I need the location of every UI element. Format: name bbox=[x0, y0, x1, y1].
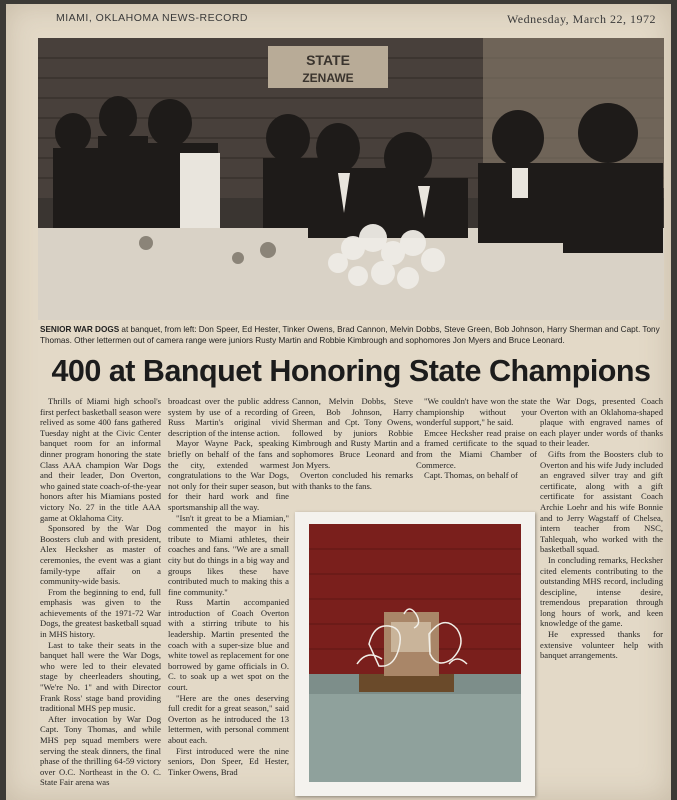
article-column-1 bbox=[40, 396, 161, 796]
article-column-4 bbox=[416, 396, 537, 506]
banquet-photo-image bbox=[38, 38, 664, 320]
paragraph: Overton concluded his remarks with thanks to the fans. bbox=[292, 470, 413, 491]
paragraph: He expressed thanks for extensive volunteer help with banquet arrangements. bbox=[540, 629, 663, 661]
paragraph: Emcee Hecksher read praise on a framed certificate to the squad from the Miami Chamber of Commerce. bbox=[416, 427, 537, 470]
paragraph: After invocation by War Dog Capt. Tony Thomas, and while MHS pep squad members were serving the steak dinners, the final phase of the thrilling 64-59 victory over O.C. Northeast in the O. C. State Fair arena was bbox=[40, 713, 161, 788]
paragraph: In concluding remarks, Hecksher cited elements contributing to the outstanding MHS record, including descipline, intense desire, tremendous preparation through long hours of work, and keen knowledge of the game. bbox=[540, 554, 663, 629]
publication-date: Wednesday, March 22, 1972 bbox=[506, 12, 656, 26]
newspaper-clipping bbox=[6, 4, 671, 800]
banquet-photo bbox=[38, 38, 664, 320]
paragraph: Gifts from the Boosters club to Overton and his wife Judy included an engraved silver tray and gift certificate, along with a gift certificate for assistant Coach Archie Loehr and his wife Bonnie and to Jerry Wagstaff of Chelsea, intern teacher from NSC, Tahlequah, who worked with the basketball squad. bbox=[540, 448, 663, 555]
trophy-snapshot-photo bbox=[295, 512, 535, 796]
paragraph: Capt. Thomas, on behalf of bbox=[424, 470, 518, 481]
paragraph: From the beginning to end, full emphasis was given to the achievements of the 1971-72 War Dogs, the greatest basketball squad in MHS history. bbox=[40, 586, 161, 640]
paragraph: Cannon, Melvin Dobbs, Steve Green, Bob Johnson, Harry Sherman and Cpt. Tony Owens, followed by juniors Robbie Kimbrough and Rusty Martin and sophomores Bruce Leonard and Jon Myers. bbox=[292, 396, 413, 470]
banner-text: STATE bbox=[306, 52, 350, 68]
article-column-5 bbox=[540, 396, 663, 726]
trophy-snapshot-image bbox=[309, 524, 521, 782]
paragraph: Sponsored by the War Dog Boosters club and with president, Alex Hecksher as master of ceremonies, the event was a giant family-type affair on a community-wide basis. bbox=[40, 523, 161, 587]
paragraph: the War Dogs, presented Coach Overton with an Oklahoma-shaped plaque with engraved names of each player under words of thanks to their leader. bbox=[540, 396, 663, 449]
photo-caption bbox=[40, 324, 662, 354]
paragraph: Mayor Wayne Pack, speaking briefly on behalf of the fans and the city, extended warmest congratulations to the War Dogs, not only for their super season, but for their hard work and fine sportsmanship all the way. bbox=[168, 438, 289, 512]
paragraph: Russ Martin accompanied introduction of Coach Overton with a stirring tribute to his leadership. Martin presented the coach with a super-size blue and white towel as replacement for one borrowed by game officials in O. C. to soak up a wet spot on the court. bbox=[168, 597, 289, 693]
article-column-2 bbox=[168, 396, 289, 796]
dateline bbox=[56, 12, 656, 28]
paragraph: "We couldn't have won the state championship without your wonderful support," he said. bbox=[416, 396, 537, 428]
caption-text: at banquet, from left: Don Speer, Ed Hester, Tinker Owens, Brad Cannon, Melvin Dobbs, Steve Green, Bob Johnson, Harry Sherman and Capt. Tony Thomas. Other lettermen out of camera range were juniors Rusty Martin and Robbie Kimbrough and sophomores Jon Myers and Bruce Leonard. bbox=[40, 325, 660, 345]
paragraph: Last to take their seats in the banquet hall were the War Dogs, who were led to their elevated stage by cheerleaders shouting, "We're No. 1" and with Director Frank Ross' stage band providing traditional MHS pep music. bbox=[40, 639, 161, 714]
paragraph: First introduced were the nine seniors, Don Speer, Ed Hester, Tinker Owens, Brad bbox=[168, 745, 289, 777]
paragraph: "Here are the ones deserving full credit for a great season," said Overton as he introduced the 13 lettermen, with personal comment about each. bbox=[168, 692, 289, 745]
paragraph: Thrills of Miami high school's first perfect basketball season were relived as some 400 fans gathered Tuesday night at the Civic Center banquet room for an informal dinner program honoring the state Class AAA champion War Dogs and their leader, Don Overton, who gained state coach-of-the-year honors after his Miamians posted victory No. 27 in the title AAA game at Oklahoma City. bbox=[40, 396, 161, 523]
caption-lead: SENIOR WAR DOGS bbox=[40, 325, 120, 334]
trophy-illustration bbox=[309, 524, 521, 782]
banner-text-2: ZENAWE bbox=[302, 71, 354, 85]
newspaper-name: MIAMI, OKLAHOMA NEWS-RECORD bbox=[56, 12, 249, 24]
paragraph: broadcast over the public address system by use of a recording of Russ Martin's original vivid description of the intense action. bbox=[168, 396, 289, 438]
headline: 400 at Banquet Honoring State Champions bbox=[51, 354, 651, 388]
article-column-3 bbox=[292, 396, 413, 506]
paragraph: "Isn't it great to be a Miamian," commented the mayor in his tribute to Miami athletes, their coaches and fans. "We are a small city but do things in a big way and groups likes these have contributed much to making this a fine community." bbox=[168, 512, 289, 597]
